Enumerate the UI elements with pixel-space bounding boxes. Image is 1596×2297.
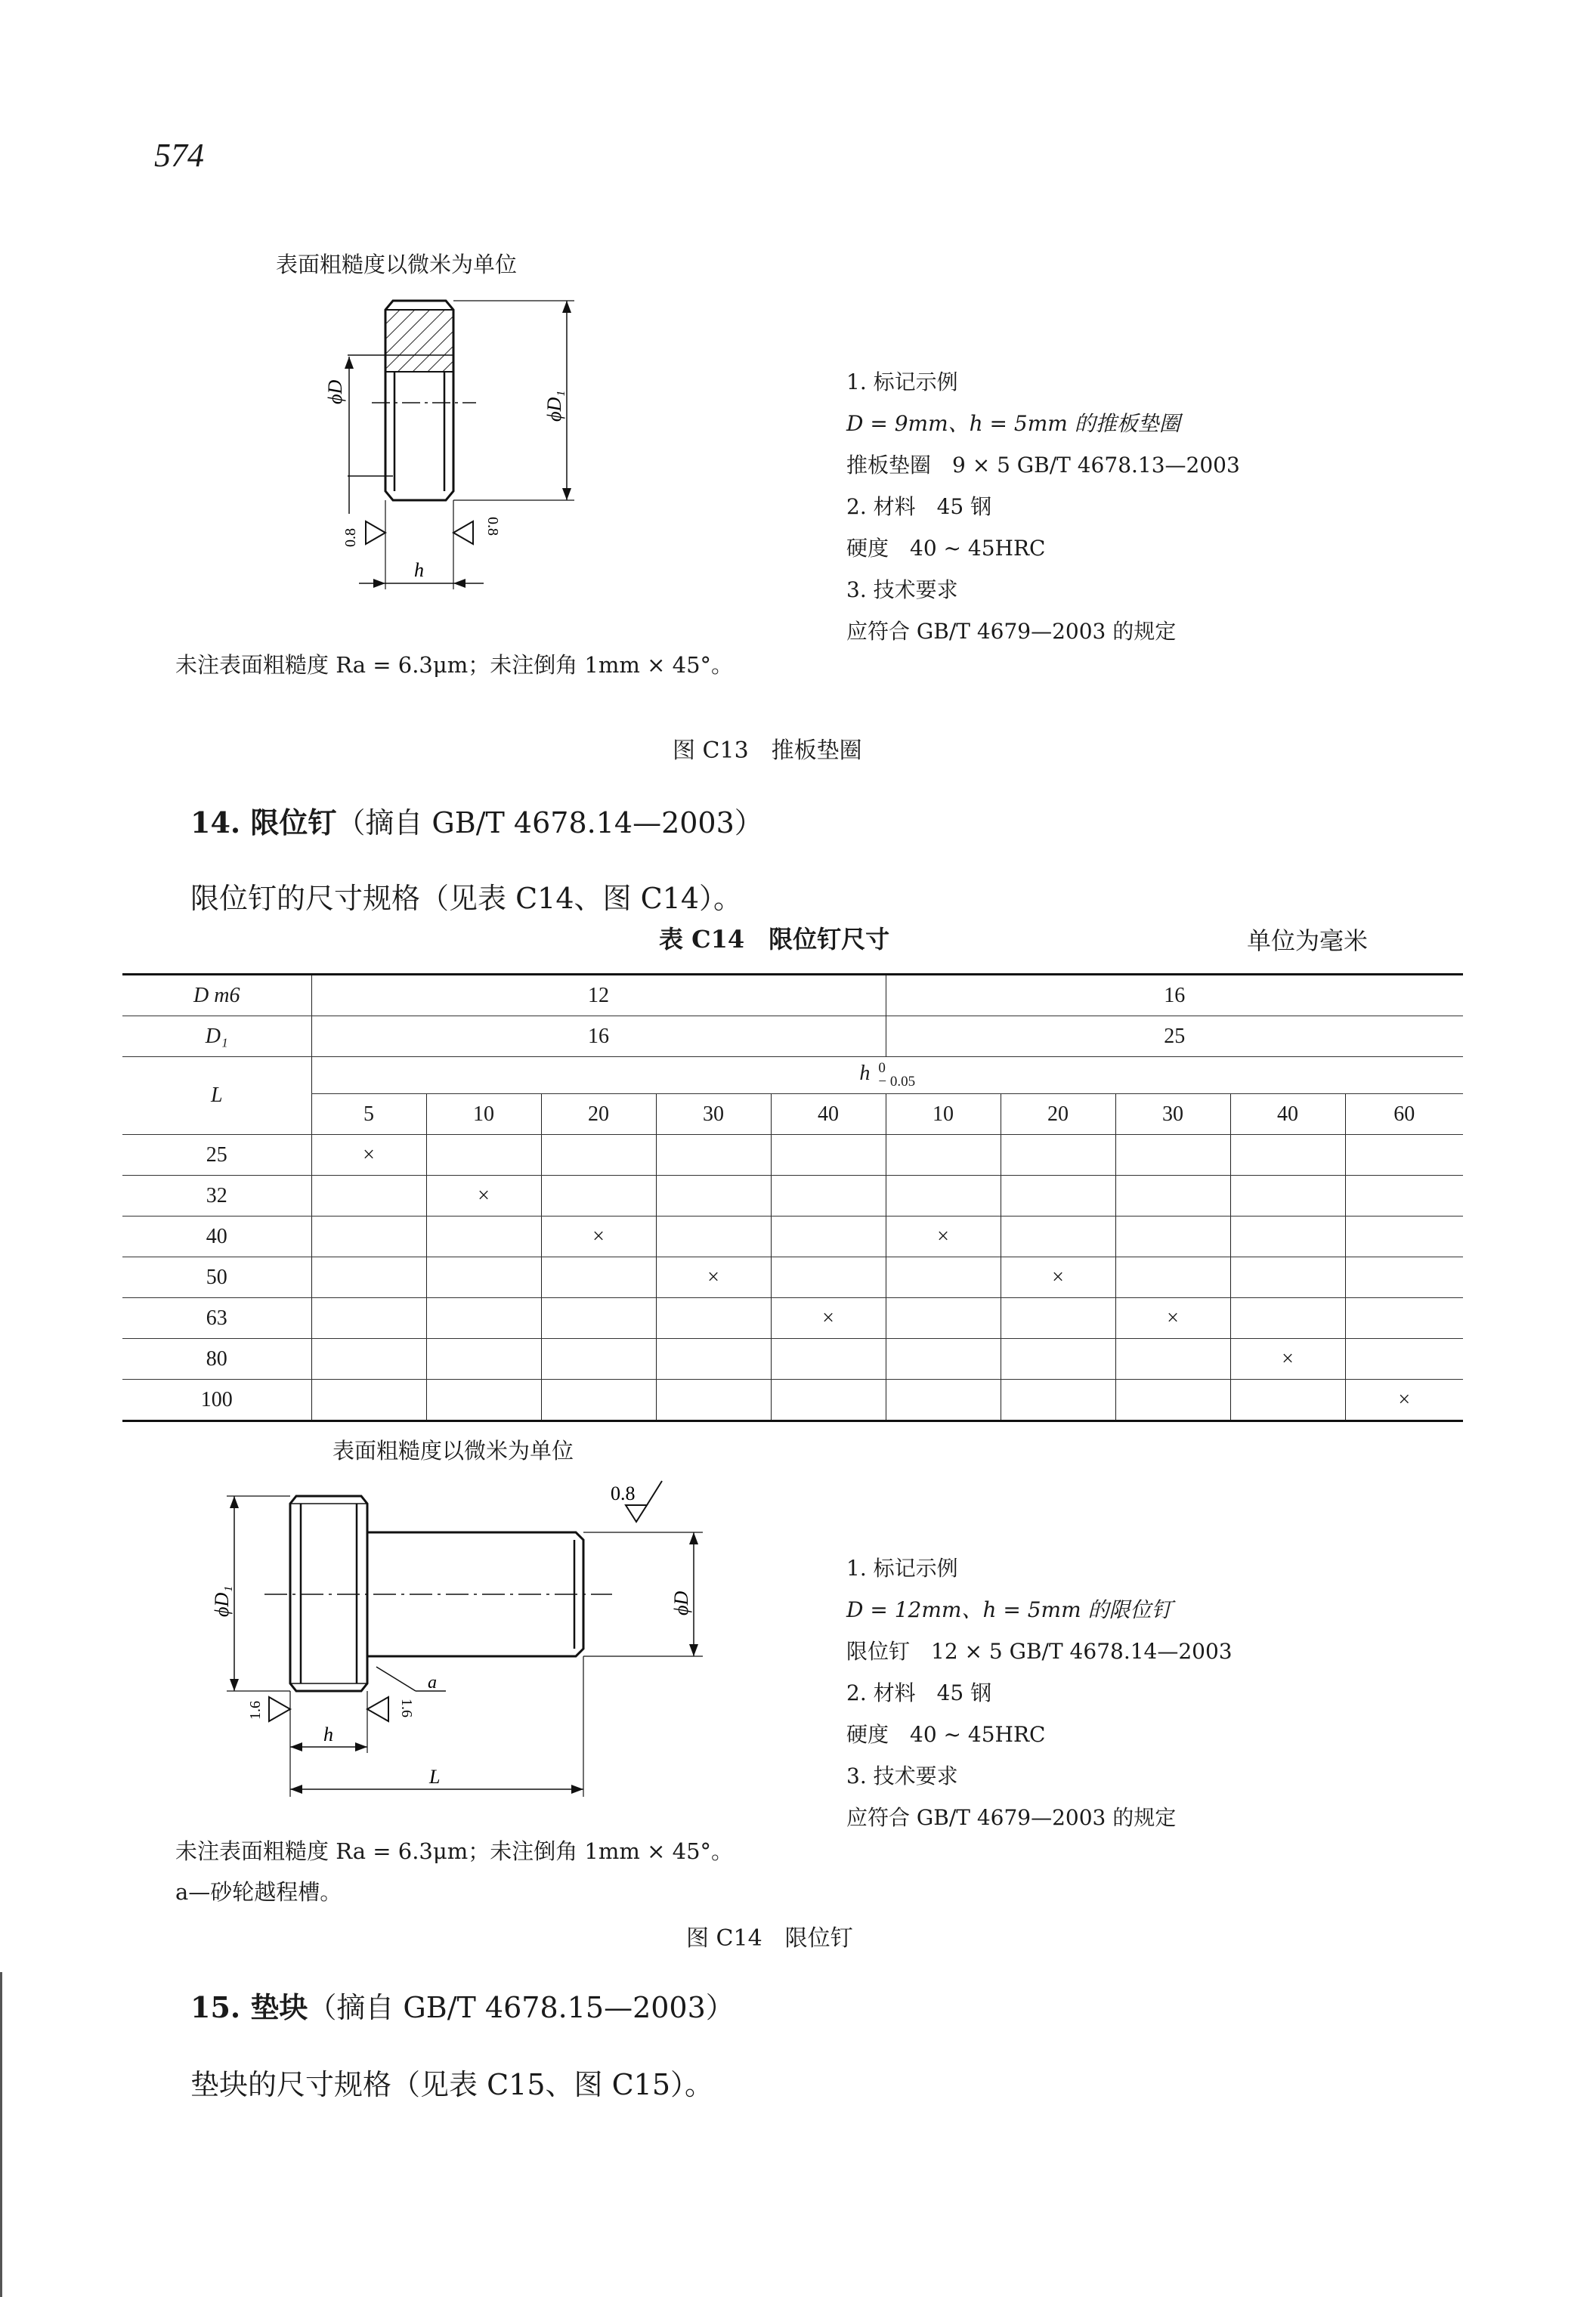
c14-footnote-2: a—砂轮越程槽。 — [175, 1879, 342, 1905]
table-c14-label-L: L — [122, 1057, 311, 1135]
table-c14-cell — [1115, 1135, 1230, 1176]
table-c14-cell — [1001, 1217, 1115, 1257]
table-c14-cell — [1001, 1298, 1115, 1339]
table-c14-cell: × — [1230, 1339, 1345, 1380]
table-c14-cell — [1230, 1298, 1345, 1339]
table-c14-cell — [656, 1339, 771, 1380]
c13-note-2: D = 9mm、h = 5mm 的推板垫圈 — [846, 411, 1180, 436]
section-15-heading — [190, 1984, 735, 2026]
table-c14-cell — [771, 1217, 886, 1257]
table-c14-cell — [886, 1380, 1001, 1421]
table-c14-cell — [426, 1380, 541, 1421]
c14-note-6: 3. 技术要求 — [846, 1764, 958, 1788]
table-c14-row — [122, 1298, 1463, 1339]
table-c14-label-Dm6: D m6 — [122, 975, 311, 1016]
table-c14-cell — [1345, 1298, 1463, 1339]
table-c14-cell — [541, 1176, 656, 1217]
table-c14-row-h-values — [122, 1094, 1463, 1135]
table-c14-row — [122, 1380, 1463, 1421]
table-c14-cell: × — [1115, 1298, 1230, 1339]
table-c14-h-value: 40 — [771, 1094, 886, 1135]
c14-note-5: 硬度 40 ~ 45HRC — [846, 1722, 1046, 1747]
table-c14-h-value: 40 — [1230, 1094, 1345, 1135]
table-c14-h-value: 5 — [311, 1094, 426, 1135]
c13-note-3: 推板垫圈 9 × 5 GB/T 4678.13—2003 — [846, 453, 1240, 478]
c13-label-phiD1: ϕD₁ — [543, 390, 565, 422]
table-c14-h-value: 60 — [1345, 1094, 1463, 1135]
table-c14-cell — [1345, 1217, 1463, 1257]
c13-washer-section — [348, 301, 476, 500]
table-c14-row — [122, 1135, 1463, 1176]
table-c14-h-tol-lower: − 0.05 — [878, 1074, 916, 1090]
table-c14-cell — [426, 1298, 541, 1339]
c14-pin-outline — [264, 1496, 612, 1691]
c13-notes — [846, 361, 1240, 652]
c14-note-2: D = 12mm、h = 5mm 的限位钉 — [846, 1597, 1173, 1622]
table-c14-cell — [886, 1135, 1001, 1176]
table-c14-L-value: 50 — [122, 1257, 311, 1298]
section-14-heading — [190, 799, 763, 841]
table-c14-cell — [1115, 1217, 1230, 1257]
table-c14-cell — [1001, 1176, 1115, 1217]
table-c14-cell — [1345, 1339, 1463, 1380]
table-c14-cell — [1115, 1339, 1230, 1380]
table-c14-cell — [311, 1217, 426, 1257]
table-c14-row — [122, 1257, 1463, 1298]
table-c14-cell — [426, 1257, 541, 1298]
table-c14-cell — [541, 1380, 656, 1421]
c14-roughness-unit: 表面粗糙度以微米为单位 — [332, 1438, 574, 1464]
c14-notes — [846, 1547, 1233, 1838]
table-c14-body — [122, 1135, 1463, 1421]
table-c14-h-value: 10 — [426, 1094, 541, 1135]
table-c14-row — [122, 1339, 1463, 1380]
table-c14-D-16: 16 — [886, 975, 1463, 1016]
table-c14-L-value: 32 — [122, 1176, 311, 1217]
c13-roughness-left: 0.8 — [342, 528, 359, 547]
table-c14-L-value: 40 — [122, 1217, 311, 1257]
table-c14-cell — [1001, 1135, 1115, 1176]
c13-note-5: 硬度 40 ~ 45HRC — [846, 536, 1046, 561]
c14-note-4: 2. 材料 45 钢 — [846, 1680, 992, 1705]
table-c14-cell — [771, 1380, 886, 1421]
table-c14-cell: × — [771, 1298, 886, 1339]
table-c14-h-value: 20 — [541, 1094, 656, 1135]
c14-label-a: a — [428, 1673, 437, 1693]
table-c14-cell — [1345, 1176, 1463, 1217]
c13-note-4: 2. 材料 45 钢 — [846, 494, 992, 519]
c14-note-1: 1. 标记示例 — [846, 1556, 958, 1581]
c13-note-7: 应符合 GB/T 4679—2003 的规定 — [846, 619, 1177, 644]
c13-note-1: 1. 标记示例 — [846, 369, 958, 394]
table-c14-cell — [311, 1380, 426, 1421]
c14-label-L: L — [429, 1766, 441, 1788]
c13-footnote: 未注表面粗糙度 Ra = 6.3μm；未注倒角 1mm × 45°。 — [175, 652, 734, 678]
table-c14-title: 表 C14 限位钉尺寸 — [659, 925, 890, 954]
table-c14-cell — [771, 1135, 886, 1176]
section-14-source: （摘自 GB/T 4678.14—2003） — [336, 806, 763, 839]
c14-footnote-1: 未注表面粗糙度 Ra = 6.3μm；未注倒角 1mm × 45°。 — [175, 1838, 734, 1864]
table-c14-cell: × — [311, 1135, 426, 1176]
table-c14-cell — [541, 1298, 656, 1339]
table-c14-cell — [1115, 1257, 1230, 1298]
table-c14-cell — [771, 1257, 886, 1298]
table-c14-D1-16: 16 — [311, 1016, 886, 1057]
table-c14-h-tol-upper: 0 — [878, 1060, 886, 1076]
section-15-number: 15. 垫块 — [190, 1990, 308, 2024]
table-c14-cell — [311, 1176, 426, 1217]
table-c14-cell — [1230, 1135, 1345, 1176]
table-c14-row — [122, 1217, 1463, 1257]
table-c14-cell — [1001, 1339, 1115, 1380]
c14-roughness-right: 1.6 — [398, 1699, 415, 1717]
table-c14-h-value: 30 — [1115, 1094, 1230, 1135]
table-c14-cell — [1230, 1217, 1345, 1257]
section-15-source: （摘自 GB/T 4678.15—2003） — [308, 1991, 735, 2024]
c13-label-h: h — [414, 559, 424, 581]
table-c14-cell: × — [656, 1257, 771, 1298]
table-c14-cell — [1115, 1176, 1230, 1217]
table-c14-cell — [541, 1135, 656, 1176]
table-c14-L-value: 63 — [122, 1298, 311, 1339]
c14-note-7: 应符合 GB/T 4679—2003 的规定 — [846, 1805, 1177, 1830]
c14-caption: 图 C14 限位钉 — [686, 1925, 853, 1952]
c13-caption: 图 C13 推板垫圈 — [673, 737, 862, 764]
c13-drawing — [302, 287, 574, 604]
table-c14-cell — [1230, 1257, 1345, 1298]
table-c14-h-label: h — [859, 1062, 871, 1086]
table-c14-cell — [656, 1135, 771, 1176]
section-14-number: 14. 限位钉 — [190, 805, 337, 839]
table-c14-cell — [656, 1380, 771, 1421]
table-c14-cell — [1230, 1380, 1345, 1421]
table-c14-L-value: 100 — [122, 1380, 311, 1421]
table-c14-label-D1: D₁ — [122, 1016, 311, 1057]
table-c14-row-Dm6 — [122, 975, 1463, 1016]
table-c14-cell — [541, 1257, 656, 1298]
c14-label-phiD: ϕD — [670, 1591, 692, 1615]
table-c14-cell — [1345, 1135, 1463, 1176]
table-c14-cell — [886, 1298, 1001, 1339]
table-c14-cell — [771, 1176, 886, 1217]
table-c14-cell — [886, 1257, 1001, 1298]
c13-label-phiD: ϕD — [324, 379, 346, 404]
c14-roughness-left: 1.6 — [247, 1701, 264, 1720]
table-c14-cell: × — [426, 1176, 541, 1217]
table-c14-row-h-label — [122, 1057, 1463, 1094]
page-number: 574 — [154, 137, 204, 174]
section-15-intro: 垫块的尺寸规格（见表 C15、图 C15）。 — [190, 2068, 714, 2101]
table-c14 — [122, 973, 1463, 1422]
table-c14-cell: × — [1001, 1257, 1115, 1298]
table-c14-cell — [656, 1217, 771, 1257]
c14-label-phiD1: ϕD₁ — [211, 1585, 233, 1617]
table-c14-cell — [311, 1339, 426, 1380]
table-c14-cell — [311, 1298, 426, 1339]
c14-roughness-top: 0.8 — [611, 1482, 636, 1504]
table-c14-cell — [656, 1298, 771, 1339]
table-c14-h-value: 20 — [1001, 1094, 1115, 1135]
table-c14-cell — [1230, 1176, 1345, 1217]
table-c14-cell — [886, 1176, 1001, 1217]
table-c14-h-header — [311, 1057, 1463, 1094]
c14-drawing — [189, 1473, 733, 1821]
table-c14-cell — [311, 1257, 426, 1298]
table-c14-cell — [426, 1217, 541, 1257]
c14-note-3: 限位钉 12 × 5 GB/T 4678.14—2003 — [846, 1639, 1233, 1664]
table-c14-D-12: 12 — [311, 975, 886, 1016]
c13-note-6: 3. 技术要求 — [846, 577, 958, 602]
table-c14-cell — [886, 1339, 1001, 1380]
c13-roughness-right: 0.8 — [484, 517, 501, 536]
table-c14-cell — [1345, 1257, 1463, 1298]
table-c14-cell: × — [541, 1217, 656, 1257]
table-c14-cell — [541, 1339, 656, 1380]
table-c14-h-value: 30 — [656, 1094, 771, 1135]
c13-roughness-unit: 表面粗糙度以微米为单位 — [276, 252, 518, 277]
table-c14-row — [122, 1176, 1463, 1217]
table-c14-cell — [1115, 1380, 1230, 1421]
table-c14-cell — [426, 1339, 541, 1380]
margin-line — [0, 1972, 2, 2297]
table-c14-cell — [656, 1176, 771, 1217]
table-c14-cell — [1001, 1380, 1115, 1421]
table-c14-unit: 单位为毫米 — [1247, 926, 1369, 955]
c14-label-h: h — [323, 1724, 333, 1745]
table-c14-h-value: 10 — [886, 1094, 1001, 1135]
table-c14-row-D1 — [122, 1016, 1463, 1057]
table-c14-D1-25: 25 — [886, 1016, 1463, 1057]
table-c14-cell: × — [1345, 1380, 1463, 1421]
table-c14-cell: × — [886, 1217, 1001, 1257]
table-c14-L-value: 80 — [122, 1339, 311, 1380]
table-c14-cell — [426, 1135, 541, 1176]
section-14-intro: 限位钉的尺寸规格（见表 C14、图 C14）。 — [190, 882, 743, 915]
table-c14-cell — [771, 1339, 886, 1380]
table-c14-L-value: 25 — [122, 1135, 311, 1176]
